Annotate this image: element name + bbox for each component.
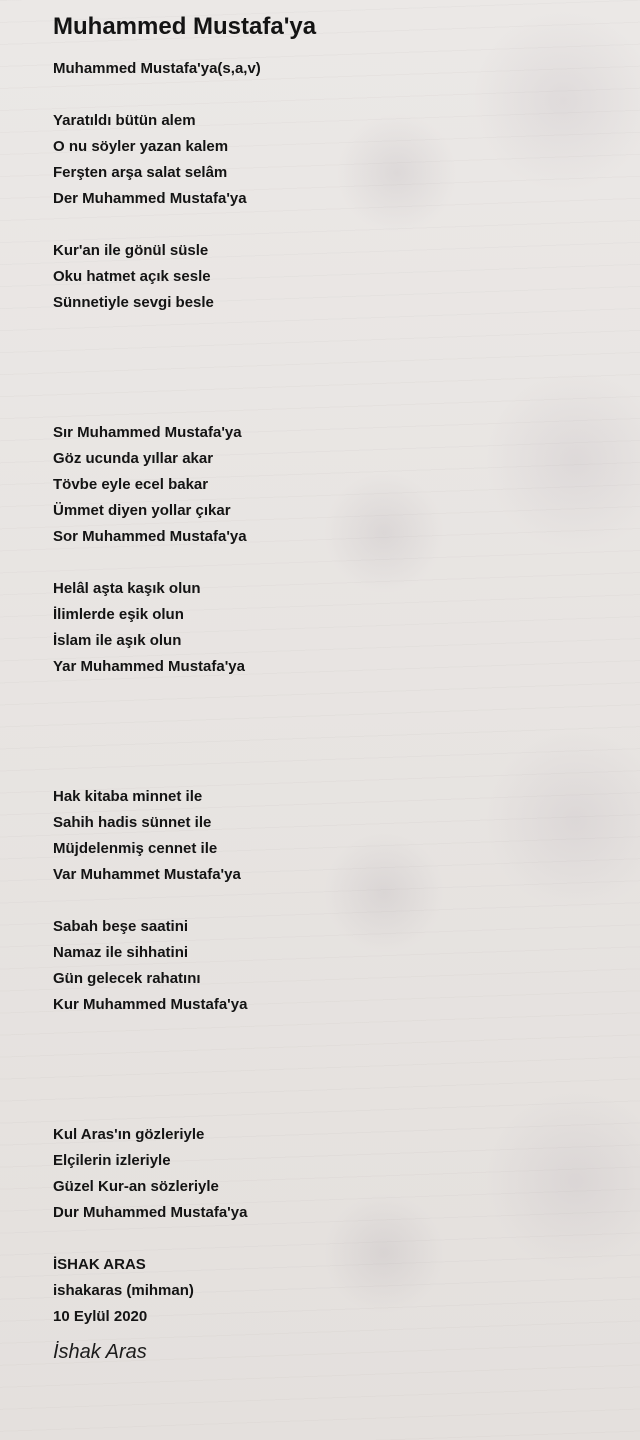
poem-line: Ferşten arşa salat selâm bbox=[53, 164, 228, 181]
author-username: ishakaras (mihman) bbox=[53, 1282, 194, 1299]
poem-line: Var Muhammet Mustafa'ya bbox=[53, 866, 241, 883]
poem-line: İlimlerde eşik olun bbox=[53, 606, 184, 623]
poem-line: Kur Muhammed Mustafa'ya bbox=[53, 996, 248, 1013]
poem-subtitle: Muhammed Mustafa'ya(s,a,v) bbox=[53, 60, 261, 77]
poem-line: Dur Muhammed Mustafa'ya bbox=[53, 1204, 248, 1221]
poem-line: İslam ile aşık olun bbox=[53, 632, 182, 649]
stanza-5 bbox=[53, 784, 613, 888]
stanza-7 bbox=[53, 1122, 613, 1226]
poem-line: Kur'an ile gönül süsle bbox=[53, 242, 209, 259]
stanza-2 bbox=[53, 238, 613, 316]
poem-line: Göz ucunda yıllar akar bbox=[53, 450, 214, 467]
poem-line: Oku hatmet açık sesle bbox=[53, 268, 211, 285]
poem-line: Sahih hadis sünnet ile bbox=[53, 814, 212, 831]
poem-line: Gün gelecek rahatını bbox=[53, 970, 201, 987]
publish-date: 10 Eylül 2020 bbox=[53, 1308, 148, 1325]
stanza-4 bbox=[53, 576, 613, 680]
poem-line: Helâl aşta kaşık olun bbox=[53, 580, 201, 597]
poem-footer bbox=[53, 1252, 613, 1330]
poem-line: Müjdelenmiş cennet ile bbox=[53, 840, 218, 857]
poem-line: Kul Aras'ın gözleriyle bbox=[53, 1126, 205, 1143]
poem-line: Hak kitaba minnet ile bbox=[53, 788, 203, 805]
author-signature: İshak Aras bbox=[53, 1341, 147, 1363]
poem-line: Güzel Kur-an sözleriyle bbox=[53, 1178, 219, 1195]
stanza-3 bbox=[53, 420, 613, 550]
poem-line: Sır Muhammed Mustafa'ya bbox=[53, 424, 242, 441]
poem-line: Elçilerin izleriyle bbox=[53, 1152, 171, 1169]
poem-line: Yar Muhammed Mustafa'ya bbox=[53, 658, 245, 675]
stanza-6 bbox=[53, 914, 613, 1018]
poem-line: Tövbe eyle ecel bakar bbox=[53, 476, 209, 493]
poem-line: Sünnetiyle sevgi besle bbox=[53, 294, 214, 311]
poem-title: Muhammed Mustafa'ya bbox=[53, 13, 317, 40]
poem-line: Sor Muhammed Mustafa'ya bbox=[53, 528, 247, 545]
poem-line: Namaz ile sihhatini bbox=[53, 944, 189, 961]
poem-line: Yaratıldı bütün alem bbox=[53, 112, 196, 129]
poem-line: Sabah beşe saatini bbox=[53, 918, 189, 935]
poem-page bbox=[53, 12, 613, 1366]
poem-line: Der Muhammed Mustafa'ya bbox=[53, 190, 247, 207]
author-name: İSHAK ARAS bbox=[53, 1256, 146, 1273]
stanza-1 bbox=[53, 108, 613, 212]
poem-line: Ümmet diyen yollar çıkar bbox=[53, 502, 231, 519]
poem-line: O nu söyler yazan kalem bbox=[53, 138, 229, 155]
